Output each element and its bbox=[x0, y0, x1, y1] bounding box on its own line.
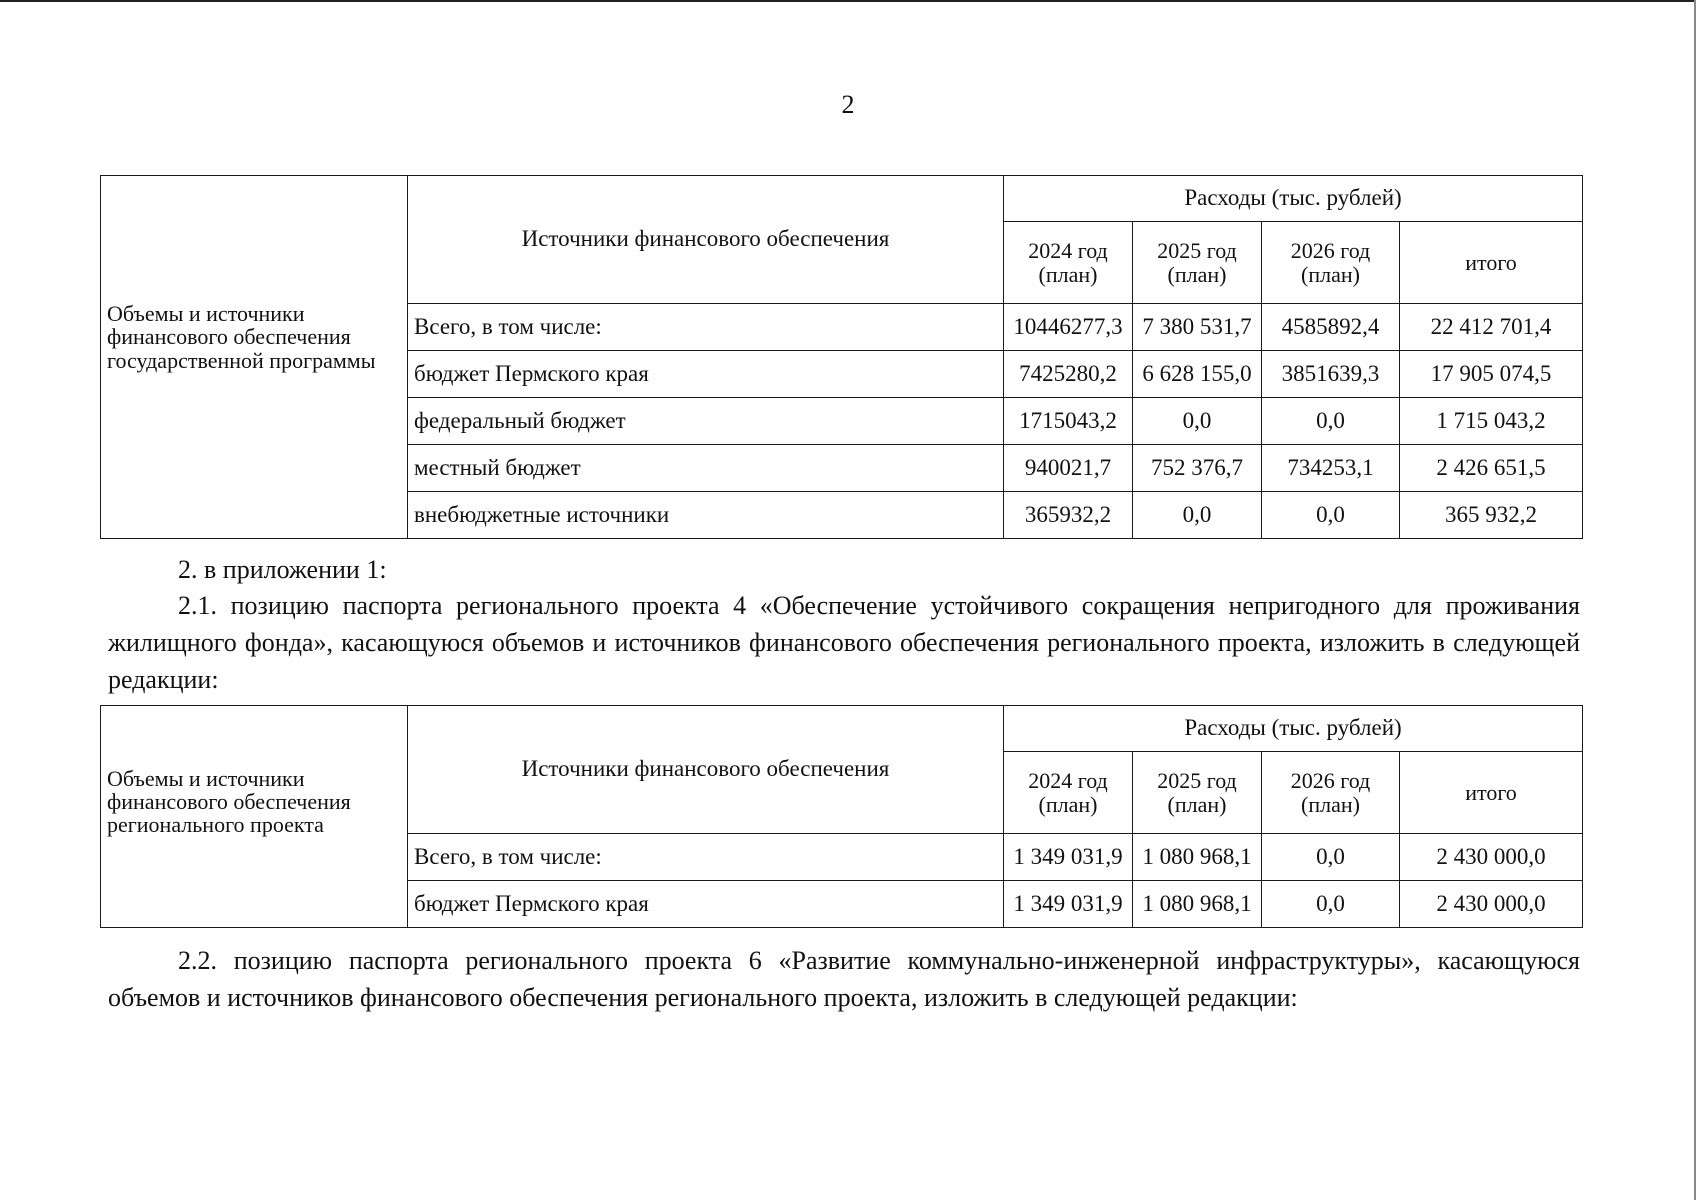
sources-header: Источники финансового обеспечения bbox=[408, 706, 1004, 834]
value-2026: 0,0 bbox=[1262, 834, 1400, 881]
value-2025: 7 380 531,7 bbox=[1133, 304, 1262, 351]
year-2024-header: 2024 год (план) bbox=[1004, 752, 1133, 834]
expenses-header: Расходы (тыс. рублей) bbox=[1004, 176, 1583, 222]
value-2024: 1 349 031,9 bbox=[1004, 881, 1133, 928]
paragraph-2-1: 2.1. позицию паспорта регионального проекта 4 «Обеспечение устойчивого сокращения непригодного для проживания жилищного фонда», касающуюся объемов и источников финансового обеспечения регионального проекта, изложить в следующей редакции: bbox=[108, 591, 1580, 694]
row-label: Объемы и источники финансового обеспечения государственной программы bbox=[101, 176, 408, 539]
source-cell: бюджет Пермского края bbox=[408, 881, 1004, 928]
paragraph-appendix-1: 2. в приложении 1: bbox=[178, 555, 387, 584]
value-total: 1 715 043,2 bbox=[1400, 398, 1583, 445]
value-2025: 752 376,7 bbox=[1133, 445, 1262, 492]
source-cell: внебюджетные источники bbox=[408, 492, 1004, 539]
value-total: 17 905 074,5 bbox=[1400, 351, 1583, 398]
value-2024: 10446277,3 bbox=[1004, 304, 1133, 351]
year-2024-header: 2024 год (план) bbox=[1004, 222, 1133, 304]
value-total: 2 426 651,5 bbox=[1400, 445, 1583, 492]
financing-table-regional-project bbox=[100, 705, 1583, 928]
source-cell: Всего, в том числе: bbox=[408, 834, 1004, 881]
value-2024: 7425280,2 bbox=[1004, 351, 1133, 398]
source-cell: бюджет Пермского края bbox=[408, 351, 1004, 398]
value-2026: 0,0 bbox=[1262, 398, 1400, 445]
value-2024: 1 349 031,9 bbox=[1004, 834, 1133, 881]
financing-table-state-program bbox=[100, 175, 1583, 539]
value-2024: 940021,7 bbox=[1004, 445, 1133, 492]
total-header: итого bbox=[1400, 222, 1583, 304]
scan-border-top bbox=[0, 0, 1696, 2]
value-2026: 0,0 bbox=[1262, 492, 1400, 539]
year-2026-header: 2026 год (план) bbox=[1262, 752, 1400, 834]
source-cell: Всего, в том числе: bbox=[408, 304, 1004, 351]
value-2025: 1 080 968,1 bbox=[1133, 834, 1262, 881]
sources-header: Источники финансового обеспечения bbox=[408, 176, 1004, 304]
value-2026: 0,0 bbox=[1262, 881, 1400, 928]
value-2026: 734253,1 bbox=[1262, 445, 1400, 492]
value-2025: 0,0 bbox=[1133, 398, 1262, 445]
source-cell: федеральный бюджет bbox=[408, 398, 1004, 445]
value-2026: 3851639,3 bbox=[1262, 351, 1400, 398]
source-cell: местный бюджет bbox=[408, 445, 1004, 492]
page-number: 2 bbox=[841, 90, 855, 119]
row-label: Объемы и источники финансового обеспечения регионального проекта bbox=[101, 706, 408, 928]
table-header-row bbox=[101, 176, 1583, 222]
value-2024: 1715043,2 bbox=[1004, 398, 1133, 445]
value-2025: 6 628 155,0 bbox=[1133, 351, 1262, 398]
year-2025-header: 2025 год (план) bbox=[1133, 752, 1262, 834]
table-header-row bbox=[101, 706, 1583, 752]
total-header: итого bbox=[1400, 752, 1583, 834]
value-total: 365 932,2 bbox=[1400, 492, 1583, 539]
value-2026: 4585892,4 bbox=[1262, 304, 1400, 351]
value-total: 2 430 000,0 bbox=[1400, 834, 1583, 881]
value-total: 2 430 000,0 bbox=[1400, 881, 1583, 928]
year-2025-header: 2025 год (план) bbox=[1133, 222, 1262, 304]
value-2024: 365932,2 bbox=[1004, 492, 1133, 539]
value-2025: 1 080 968,1 bbox=[1133, 881, 1262, 928]
value-2025: 0,0 bbox=[1133, 492, 1262, 539]
value-total: 22 412 701,4 bbox=[1400, 304, 1583, 351]
paragraph-2-2: 2.2. позицию паспорта регионального проекта 6 «Развитие коммунально-инженерной инфраструктуры», касающуюся объемов и источников финансового обеспечения регионального проекта, изложить в следующей редакции: bbox=[108, 946, 1580, 1012]
year-2026-header: 2026 год (план) bbox=[1262, 222, 1400, 304]
expenses-header: Расходы (тыс. рублей) bbox=[1004, 706, 1583, 752]
